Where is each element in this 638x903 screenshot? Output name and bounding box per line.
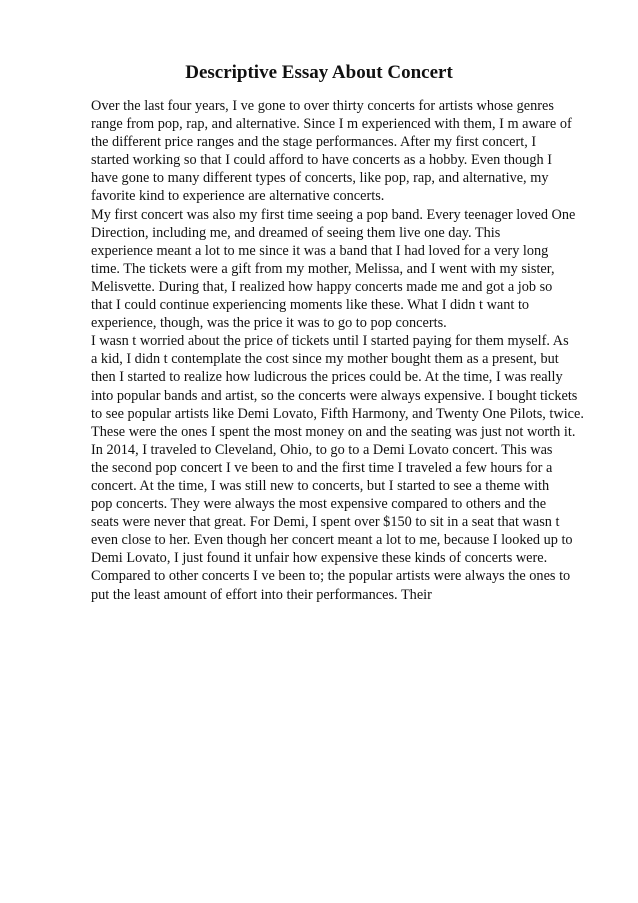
essay-line: into popular bands and artist, so the concerts were always expensive. I bought tickets (91, 387, 578, 404)
essay-line: Direction, including me, and dreamed of seeing them live one day. This (91, 224, 501, 241)
essay-body (91, 97, 611, 604)
essay-line: the different price ranges and the stage performances. After my first concert, I (91, 134, 537, 151)
essay-line: to see popular artists like Demi Lovato, Fifth Harmony, and Twenty One Pilots, twice. (91, 405, 584, 422)
essay-line: Demi Lovato, I just found it unfair how expensive these kinds of concerts were. (91, 550, 548, 567)
essay-line: experience meant a lot to me since it was a band that I had loved for a very long (91, 242, 549, 259)
essay-line: range from pop, rap, and alternative. Since I m experienced with them, I m aware of (91, 116, 572, 133)
essay-line: that I could continue experiencing moments like these. What I didn t want to (91, 297, 530, 314)
essay-line: seats were never that great. For Demi, I spent over $150 to sit in a seat that wasn t (91, 514, 560, 531)
essay-line: These were the ones I spent the most money on and the seating was just not worth it. (91, 423, 576, 440)
essay-line: Melisvette. During that, I realized how happy concerts made me and got a job so (91, 278, 553, 295)
essay-line: experience, though, was the price it was to go to pop concerts. (91, 315, 447, 332)
essay-line: a kid, I didn t contemplate the cost since my mother bought them as a present, but (91, 351, 559, 368)
essay-line: even close to her. Even though her concert meant a lot to me, because I looked up to (91, 532, 573, 549)
essay-line: pop concerts. They were always the most expensive compared to others and the (91, 496, 547, 513)
essay-line: time. The tickets were a gift from my mother, Melissa, and I went with my sister, (91, 260, 555, 277)
document-title: Descriptive Essay About Concert (185, 62, 453, 83)
essay-line: the second pop concert I ve been to and the first time I traveled a few hours for a (91, 459, 553, 476)
essay-line: put the least amount of effort into their performances. Their (91, 586, 432, 603)
essay-line: Over the last four years, I ve gone to over thirty concerts for artists whose genres (91, 98, 554, 114)
essay-line: Compared to other concerts I ve been to; the popular artists were always the ones to (91, 568, 571, 585)
essay-line: started working so that I could afford to have concerts as a hobby. Even though I (91, 152, 552, 169)
essay-line: My first concert was also my first time seeing a pop band. Every teenager loved One (91, 206, 576, 223)
essay-line: favorite kind to experience are alternative concerts. (91, 188, 385, 205)
essay-line: In 2014, I traveled to Cleveland, Ohio, to go to a Demi Lovato concert. This was (91, 441, 553, 458)
essay-line: then I started to realize how ludicrous the prices could be. At the time, I was really (91, 369, 563, 386)
essay-line: have gone to many different types of concerts, like pop, rap, and alternative, my (91, 170, 549, 187)
essay-line: I wasn t worried about the price of tickets until I started paying for them myself. As (91, 333, 569, 350)
essay-line: concert. At the time, I was still new to concerts, but I started to see a theme with (91, 477, 550, 494)
